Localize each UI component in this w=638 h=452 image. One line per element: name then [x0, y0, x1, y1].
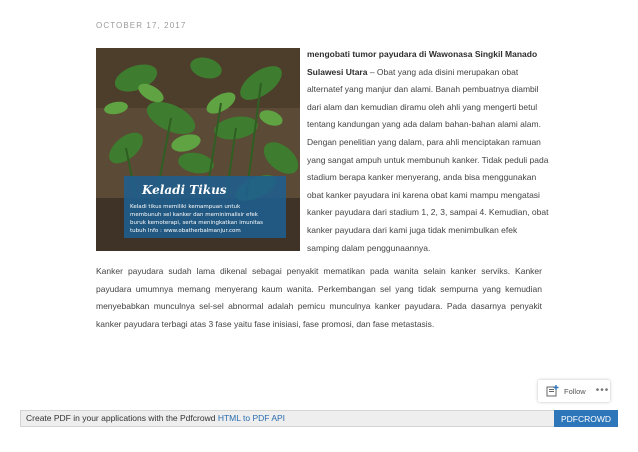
image-overlay-line: Keladi tikus memiliki kemampuan untuk: [130, 204, 241, 210]
pdfcrowd-banner: [20, 410, 618, 427]
post-lead-link[interactable]: mengobati tumor payudara di Wawonasa Singkil Manado Sulawesi Utara: [307, 49, 538, 77]
image-overlay-line: membunuh sel kanker dan meminimalisir efek: [130, 212, 258, 218]
pdfcrowd-banner-text: [26, 413, 285, 423]
image-overlay-line: buruk kemoterapi, serta meningkatkan imunitas: [130, 220, 264, 226]
more-options-icon[interactable]: •••: [595, 385, 610, 396]
follow-plus-icon: [546, 384, 560, 398]
image-overlay-line: tubuh Info : www.obatherbalmanjur.com: [130, 228, 241, 234]
post-date: OCTOBER 17, 2017: [96, 21, 187, 30]
post-side-paragraph: [307, 46, 549, 257]
post-body-paragraph: Kanker payudara sudah lama dikenal sebagai penyakit mematikan pada wanita selain kanker serviks. Kanker payudara umumnya memang menyerang kaum wanita. Perkembangan sel yang tidak sempurna yang kemudian menyebabkan munculnya sel-sel abnormal adalah pemicu munculnya kanker payudara. Pada dasarnya penyakit kanker payudara terbagi atas 3 fase yaitu fase inisiasi, fase promosi, dan fase metastasis.: [96, 266, 542, 329]
pdfcrowd-button[interactable]: PDFCROWD: [554, 410, 618, 427]
follow-button[interactable]: [538, 380, 610, 402]
post-image: [96, 48, 300, 251]
pdfcrowd-text: Create PDF in your applications with the Pdfcrowd: [26, 413, 218, 423]
follow-label: Follow: [564, 386, 586, 396]
image-overlay-title: Keladi Tikus: [142, 183, 227, 197]
post-side-text: – Obat yang ada disini merupakan obat alternatef yang manjur dan alami. Banah pembuatnya diambil dari alam dan kemudian diramu oleh ahli yang mengerti betul tentang kandungan yang ada dalam bahan-bahan alami alam. Dengan penelitian yang dalam, para ahli menciptakan ramuan yang sangat ampuh untuk membunuh kanker. Tidak peduli pada stadium berapa kanker menyerang, anda bisa menggunakan obat kanker payudara ini karena obat kami mampu mengatasi kanker payudara dari stadium 1, 2, 3, sampai 4. Kemudian, obat kanker payudara dari kami juga tidak menimbulkan efek samping dalam penggunaannya.: [307, 66, 549, 253]
pdfcrowd-api-link[interactable]: HTML to PDF API: [217, 413, 286, 423]
